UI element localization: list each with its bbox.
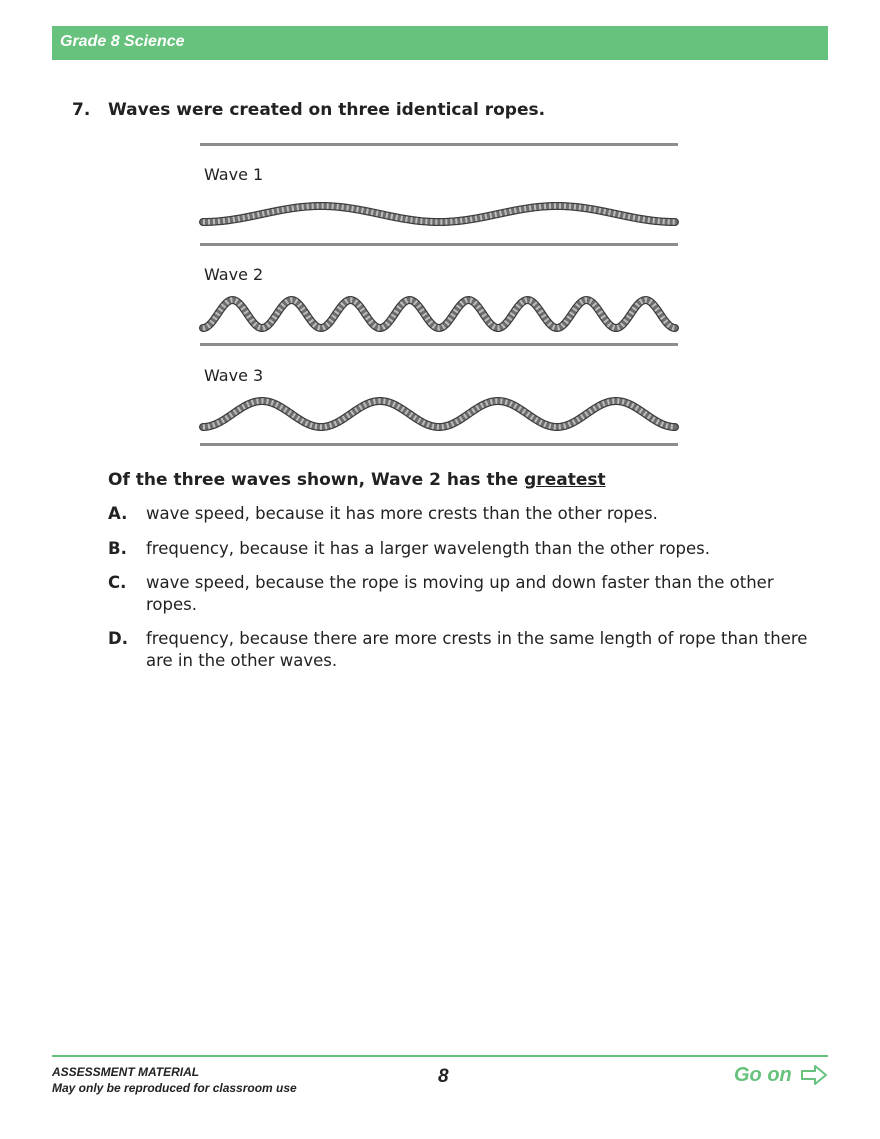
choice-text: wave speed, because it has more crests than the other ropes. <box>146 504 658 523</box>
footer-reproduction-note: May only be reproduced for classroom use <box>52 1081 297 1095</box>
choice-letter: A. <box>108 504 128 523</box>
page-number: 8 <box>438 1066 449 1087</box>
header-bar <box>52 26 828 60</box>
choice-letter: B. <box>108 539 127 558</box>
question-stem: Waves were created on three identical ropes. <box>108 100 546 120</box>
figure-divider <box>200 143 678 146</box>
footer-divider <box>52 1055 828 1057</box>
go-on-label[interactable]: Go on <box>734 1064 792 1086</box>
header-title: Grade 8 Science <box>60 33 185 50</box>
choice-letter: C. <box>108 573 127 592</box>
question-number: 7. <box>72 100 91 120</box>
wave-2-rope <box>200 289 678 339</box>
choice-text: frequency, because it has a larger wavelength than the other ropes. <box>146 539 711 558</box>
choice-letter: D. <box>108 629 128 648</box>
wave-figure <box>200 143 678 449</box>
wave-3-rope <box>200 389 678 439</box>
figure-divider <box>200 343 678 346</box>
prompt-emphasis: greatest <box>524 470 606 490</box>
footer-assessment-label: ASSESSMENT MATERIAL <box>52 1065 200 1079</box>
prompt-text: Of the three waves shown, Wave 2 has the <box>108 470 525 490</box>
go-on-arrow-icon[interactable] <box>800 1064 828 1086</box>
figure-divider <box>200 243 678 246</box>
wave-1-rope <box>200 189 678 239</box>
figure-divider <box>200 443 678 446</box>
question-prompt <box>108 470 606 490</box>
choice-text: wave speed, because the rope is moving up and down faster than the other ropes. <box>146 573 774 614</box>
wave-2-label: Wave 2 <box>204 265 264 284</box>
choice-text: frequency, because there are more crests in the same length of rope than there are in the other waves. <box>146 629 808 670</box>
wave-1-label: Wave 1 <box>204 165 264 184</box>
wave-3-label: Wave 3 <box>204 366 264 385</box>
